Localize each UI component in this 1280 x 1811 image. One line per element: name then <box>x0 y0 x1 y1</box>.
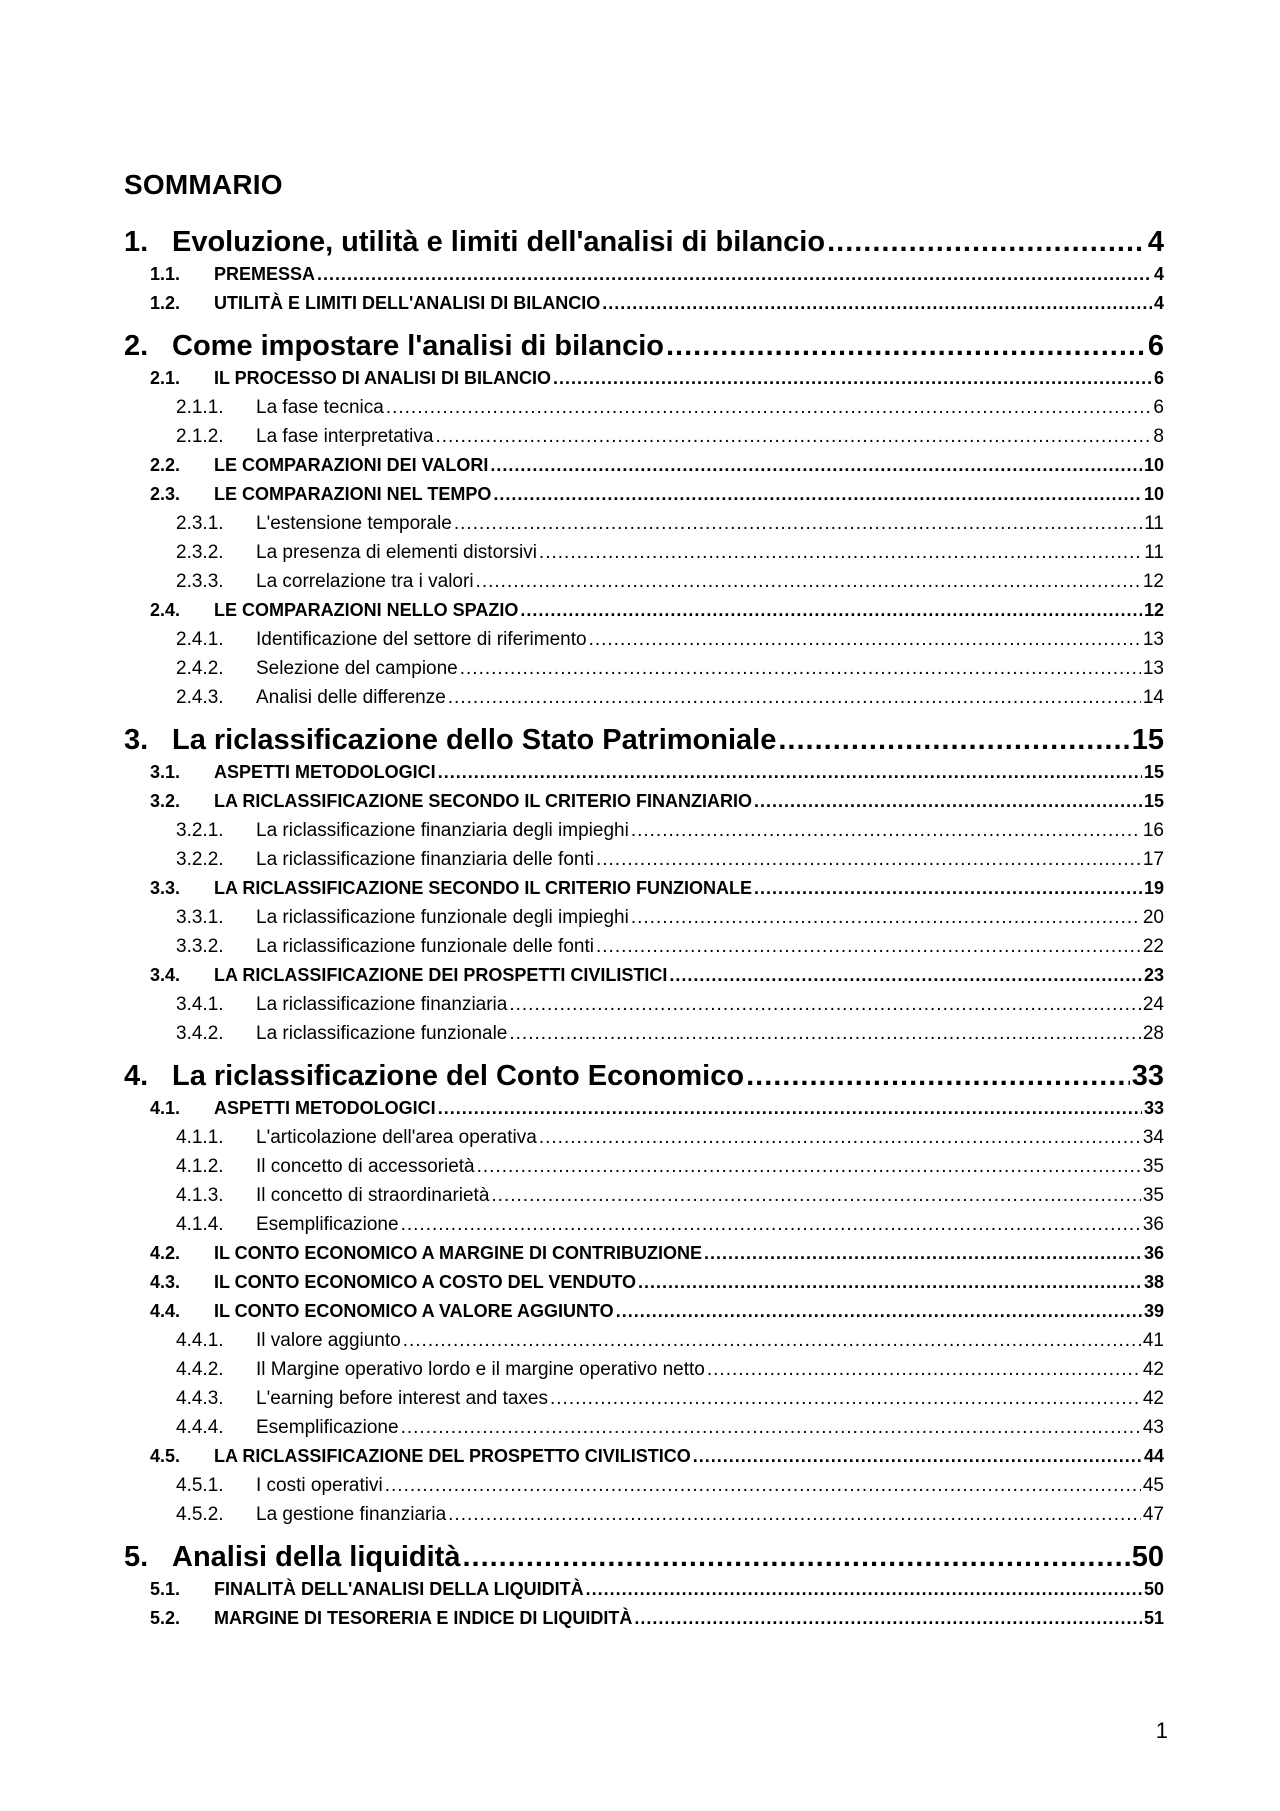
toc-entry-title: La riclassificazione funzionale degli impieghi <box>256 907 629 928</box>
toc-entry-number: 2.4.1. <box>176 629 224 650</box>
toc-entry-page: 41 <box>1142 1330 1164 1351</box>
toc-entry-title: Selezione del campione <box>256 658 458 679</box>
toc-entry-title: Evoluzione, utilità e limiti dell'analisi di bilancio <box>172 226 826 258</box>
toc-dot-leader <box>666 328 1146 364</box>
toc-entry-level-2[interactable] <box>124 596 1164 625</box>
toc-entry-level-3[interactable] <box>124 1384 1164 1413</box>
toc-dot-leader <box>509 990 1141 1019</box>
toc-entry-title: Il valore aggiunto <box>256 1330 401 1351</box>
toc-entry-number: 3.3.2. <box>176 936 224 957</box>
toc-entry-number: 2. <box>124 330 149 362</box>
toc-entry-title: LA RICLASSIFICAZIONE SECONDO IL CRITERIO FUNZIONALE <box>214 878 753 898</box>
toc-entry-title: LE COMPARAZIONI NELLO SPAZIO <box>214 600 519 620</box>
toc-entry-level-3[interactable] <box>124 1123 1164 1152</box>
toc-dot-leader <box>403 1326 1141 1355</box>
toc-entry-title: La riclassificazione finanziaria delle fonti <box>256 849 594 870</box>
toc-entry-title: LA RICLASSIFICAZIONE SECONDO IL CRITERIO FINANZIARIO <box>214 791 753 811</box>
toc-entry-level-3[interactable] <box>124 625 1164 654</box>
toc-dot-leader <box>778 722 1129 758</box>
toc-entry-page: 51 <box>1143 1608 1164 1628</box>
toc-entry-title: L'articolazione dell'area operativa <box>256 1127 537 1148</box>
toc-entry-page: 23 <box>1143 965 1164 985</box>
toc-entry-title: L'estensione temporale <box>256 513 452 534</box>
toc-entry-title: La fase interpretativa <box>256 426 434 447</box>
toc-entry-page: 10 <box>1143 455 1164 475</box>
toc-entry-page: 8 <box>1153 426 1164 447</box>
toc-entry-page: 6 <box>1147 330 1164 362</box>
toc-entry-number: 1.1. <box>150 264 181 284</box>
toc-entry-title: ASPETTI METODOLOGICI <box>214 1098 436 1118</box>
toc-dot-leader <box>476 567 1141 596</box>
toc-entry-number: 5.1. <box>150 1579 181 1599</box>
toc-entry-level-2[interactable] <box>124 289 1164 318</box>
toc-entry-level-2[interactable] <box>124 1297 1164 1326</box>
toc-dot-leader <box>616 1297 1142 1326</box>
toc-entry-number: 3.1. <box>150 762 181 782</box>
toc-entry-title: IL CONTO ECONOMICO A VALORE AGGIUNTO <box>214 1301 614 1321</box>
toc-entry-level-3[interactable] <box>124 1210 1164 1239</box>
toc-entry-level-3[interactable] <box>124 1471 1164 1500</box>
toc-entry-page: 36 <box>1143 1243 1164 1263</box>
toc-entry-page: 11 <box>1144 513 1164 534</box>
toc-entry-page: 42 <box>1142 1359 1164 1380</box>
toc-entry-title: IL PROCESSO DI ANALISI DI BILANCIO <box>214 368 552 388</box>
toc-dot-leader <box>401 1413 1141 1442</box>
toc-entry-title: Analisi della liquidità <box>172 1541 461 1573</box>
toc-dot-leader <box>448 683 1141 712</box>
toc-dot-leader <box>596 845 1141 874</box>
toc-entry-level-2[interactable] <box>124 1604 1164 1633</box>
toc-entry-level-3[interactable] <box>124 393 1164 422</box>
toc-entry-title: PREMESSA <box>214 264 316 284</box>
toc-entry-title: Il concetto di straordinarietà <box>256 1185 490 1206</box>
toc-entry-level-3[interactable] <box>124 683 1164 712</box>
toc-entry-level-2[interactable] <box>124 961 1164 990</box>
toc-entry-title: La riclassificazione finanziaria degli impieghi <box>256 820 629 841</box>
toc-entry-page: 4 <box>1153 293 1164 313</box>
toc-entry-level-3[interactable] <box>124 654 1164 683</box>
toc-entry-number: 4.5.2. <box>176 1504 224 1525</box>
toc-entry-page: 20 <box>1142 907 1164 928</box>
toc-entry-number: 2.4.2. <box>176 658 224 679</box>
toc-entry-number: 4.5.1. <box>176 1475 224 1496</box>
toc-dot-leader <box>746 1058 1130 1094</box>
toc-entry-number: 4. <box>124 1060 149 1092</box>
toc-dot-leader <box>589 625 1141 654</box>
toc-entry-title: Analisi delle differenze <box>256 687 446 708</box>
toc-entry-number: 2.1. <box>150 368 181 388</box>
toc-entry-number: 3.4.1. <box>176 994 224 1015</box>
page-title: SOMMARIO <box>124 169 283 200</box>
toc-dot-leader <box>704 1239 1142 1268</box>
toc-entry-title: La riclassificazione dello Stato Patrimoniale <box>172 724 777 756</box>
toc-entry-page: 24 <box>1142 994 1164 1015</box>
toc-entry-title: Esemplificazione <box>256 1214 399 1235</box>
page-number: 1 <box>1155 1718 1168 1743</box>
toc-entry-page: 50 <box>1143 1579 1164 1599</box>
toc-dot-leader <box>634 1604 1142 1633</box>
toc-entry-page: 11 <box>1144 542 1164 563</box>
toc-entry-level-3[interactable] <box>124 1500 1164 1529</box>
toc-entry-level-3[interactable] <box>124 1152 1164 1181</box>
toc-entry-title: La riclassificazione del Conto Economico <box>172 1060 745 1092</box>
toc-entry-page: 50 <box>1131 1541 1164 1573</box>
toc-entry-page: 17 <box>1142 849 1164 870</box>
toc-entry-title: LE COMPARAZIONI NEL TEMPO <box>214 484 492 504</box>
toc-dot-leader <box>827 224 1146 260</box>
toc-entry-page: 35 <box>1142 1185 1164 1206</box>
toc-entry-title: I costi operativi <box>256 1475 383 1496</box>
toc-entry-title: FINALITÀ DELL'ANALISI DELLA LIQUIDITÀ <box>214 1579 584 1599</box>
toc-entry-page: 6 <box>1153 368 1164 388</box>
toc-entry-page: 36 <box>1142 1214 1164 1235</box>
toc-dot-leader <box>454 509 1142 538</box>
toc-entry-page: 42 <box>1142 1388 1164 1409</box>
toc-entry-level-2[interactable] <box>124 480 1164 509</box>
toc-entry-page: 33 <box>1143 1098 1164 1118</box>
toc-entry-title: LA RICLASSIFICAZIONE DEL PROSPETTO CIVILISTICO <box>214 1446 691 1466</box>
toc-dot-leader <box>586 1575 1142 1604</box>
toc-entry-level-3[interactable] <box>124 990 1164 1019</box>
toc-entry-number: 3. <box>124 724 149 756</box>
toc-entry-title: La gestione finanziaria <box>256 1504 447 1525</box>
toc-entry-level-2[interactable] <box>124 787 1164 816</box>
toc-dot-leader <box>491 1181 1140 1210</box>
toc-entry-level-3[interactable] <box>124 1019 1164 1048</box>
toc-entry-page: 15 <box>1131 724 1164 756</box>
toc-dot-leader <box>754 874 1142 903</box>
toc-dot-leader <box>477 1152 1141 1181</box>
toc-entry-number: 4.1. <box>150 1098 181 1118</box>
toc-entry-page: 33 <box>1131 1060 1164 1092</box>
toc-entry-page: 39 <box>1143 1301 1164 1321</box>
toc-entry-level-3[interactable] <box>124 1181 1164 1210</box>
toc-entry-title: Esemplificazione <box>256 1417 399 1438</box>
toc-dot-leader <box>707 1355 1141 1384</box>
toc-dot-leader <box>385 1471 1141 1500</box>
toc-entry-page: 28 <box>1142 1023 1164 1044</box>
toc-dot-leader <box>438 1094 1142 1123</box>
toc-dot-leader <box>317 260 1152 289</box>
toc-entry-number: 4.4. <box>150 1301 181 1321</box>
toc-entry-page: 15 <box>1143 762 1164 782</box>
toc-entry-number: 4.1.3. <box>176 1185 224 1206</box>
toc-entry-number: 3.4. <box>150 965 181 985</box>
toc-entry-level-2[interactable] <box>124 758 1164 787</box>
toc-entry-number: 4.5. <box>150 1446 181 1466</box>
toc-entry-title: La riclassificazione funzionale <box>256 1023 508 1044</box>
toc-dot-leader <box>462 1539 1129 1575</box>
toc-entry-page: 4 <box>1147 226 1164 258</box>
toc-entry-title: Il Margine operativo lordo e il margine operativo netto <box>256 1359 705 1380</box>
toc-entry-page: 43 <box>1142 1417 1164 1438</box>
toc-entry-number: 2.3.1. <box>176 513 224 534</box>
toc-entry-title: L'earning before interest and taxes <box>256 1388 548 1409</box>
toc-entry-title: La fase tecnica <box>256 397 384 418</box>
toc-entry-title: La riclassificazione funzionale delle fonti <box>256 936 594 957</box>
toc-dot-leader <box>602 289 1152 318</box>
toc-entry-level-3[interactable] <box>124 903 1164 932</box>
toc-entry-level-2[interactable] <box>124 260 1164 289</box>
toc-entry-level-1[interactable] <box>124 1539 1164 1575</box>
toc-dot-leader <box>638 1268 1142 1297</box>
toc-entry-number: 4.4.3. <box>176 1388 224 1409</box>
toc-dot-leader <box>596 932 1141 961</box>
toc-entry-title: ASPETTI METODOLOGICI <box>214 762 436 782</box>
toc-entry-title: MARGINE DI TESORERIA E INDICE DI LIQUIDITÀ <box>214 1608 633 1628</box>
toc-entry-number: 5.2. <box>150 1608 181 1628</box>
toc-dot-leader <box>438 758 1142 787</box>
toc-dot-leader <box>386 393 1152 422</box>
toc-dot-leader <box>493 480 1142 509</box>
table-of-contents <box>124 224 1164 1633</box>
toc-entry-level-2[interactable] <box>124 451 1164 480</box>
toc-entry-page: 13 <box>1142 629 1164 650</box>
toc-entry-level-3[interactable] <box>124 1413 1164 1442</box>
toc-entry-number: 4.1.1. <box>176 1127 224 1148</box>
toc-entry-level-3[interactable] <box>124 1326 1164 1355</box>
toc-dot-leader <box>509 1019 1140 1048</box>
toc-entry-page: 12 <box>1143 600 1164 620</box>
toc-entry-level-1[interactable] <box>124 1058 1164 1094</box>
toc-entry-page: 15 <box>1143 791 1164 811</box>
toc-entry-number: 2.2. <box>150 455 181 475</box>
toc-dot-leader <box>520 596 1142 625</box>
toc-dot-leader <box>435 422 1151 451</box>
toc-entry-number: 4.3. <box>150 1272 181 1292</box>
toc-entry-level-2[interactable] <box>124 1575 1164 1604</box>
toc-entry-page: 44 <box>1143 1446 1164 1466</box>
toc-entry-level-2[interactable] <box>124 1239 1164 1268</box>
toc-entry-page: 4 <box>1153 264 1164 284</box>
toc-entry-number: 4.4.4. <box>176 1417 224 1438</box>
toc-entry-page: 16 <box>1142 820 1164 841</box>
toc-entry-level-3[interactable] <box>124 1355 1164 1384</box>
toc-entry-number: 5. <box>124 1541 149 1573</box>
toc-entry-level-2[interactable] <box>124 364 1164 393</box>
toc-entry-page: 13 <box>1142 658 1164 679</box>
toc-entry-number: 3.2.1. <box>176 820 224 841</box>
toc-entry-number: 4.2. <box>150 1243 181 1263</box>
toc-entry-page: 10 <box>1143 484 1164 504</box>
toc-entry-title: IL CONTO ECONOMICO A COSTO DEL VENDUTO <box>214 1272 637 1292</box>
toc-entry-title: UTILITÀ E LIMITI DELL'ANALISI DI BILANCIO <box>214 293 601 313</box>
toc-entry-number: 2.1.2. <box>176 426 224 447</box>
toc-entry-level-1[interactable] <box>124 224 1164 260</box>
toc-dot-leader <box>401 1210 1141 1239</box>
toc-entry-level-1[interactable] <box>124 722 1164 758</box>
toc-entry-level-3[interactable] <box>124 509 1164 538</box>
toc-entry-level-3[interactable] <box>124 538 1164 567</box>
toc-entry-title: La correlazione tra i valori <box>256 571 474 592</box>
toc-entry-title: Identificazione del settore di riferimento <box>256 629 587 650</box>
toc-entry-title: IL CONTO ECONOMICO A MARGINE DI CONTRIBUZIONE <box>214 1243 703 1263</box>
toc-entry-page: 22 <box>1142 936 1164 957</box>
toc-entry-title: Come impostare l'analisi di bilancio <box>172 330 664 362</box>
toc-entry-page: 38 <box>1143 1272 1164 1292</box>
toc-entry-number: 2.3. <box>150 484 181 504</box>
toc-entry-page: 34 <box>1142 1127 1164 1148</box>
toc-entry-level-2[interactable] <box>124 1094 1164 1123</box>
toc-entry-number: 4.4.2. <box>176 1359 224 1380</box>
toc-dot-leader <box>539 538 1142 567</box>
toc-entry-number: 1. <box>124 226 149 258</box>
toc-entry-number: 3.3. <box>150 878 181 898</box>
toc-dot-leader <box>460 654 1141 683</box>
toc-entry-number: 1.2. <box>150 293 181 313</box>
toc-dot-leader <box>631 816 1141 845</box>
toc-entry-level-1[interactable] <box>124 328 1164 364</box>
toc-dot-leader <box>550 1384 1141 1413</box>
toc-entry-level-3[interactable] <box>124 567 1164 596</box>
toc-entry-title: Il concetto di accessorietà <box>256 1156 475 1177</box>
toc-entry-level-2[interactable] <box>124 1442 1164 1471</box>
toc-entry-number: 2.4.3. <box>176 687 224 708</box>
toc-entry-page: 6 <box>1153 397 1164 418</box>
toc-entry-page: 19 <box>1143 878 1164 898</box>
toc-dot-leader <box>754 787 1142 816</box>
toc-dot-leader <box>553 364 1152 393</box>
toc-entry-number: 2.4. <box>150 600 181 620</box>
toc-entry-page: 47 <box>1142 1504 1164 1525</box>
toc-dot-leader <box>669 961 1142 990</box>
toc-entry-number: 3.4.2. <box>176 1023 224 1044</box>
toc-entry-number: 4.4.1. <box>176 1330 224 1351</box>
toc-dot-leader <box>490 451 1142 480</box>
toc-entry-number: 2.1.1. <box>176 397 224 418</box>
toc-entry-level-3[interactable] <box>124 422 1164 451</box>
toc-entry-level-2[interactable] <box>124 1268 1164 1297</box>
toc-entry-number: 4.1.4. <box>176 1214 224 1235</box>
toc-dot-leader <box>539 1123 1141 1152</box>
toc-entry-title: La riclassificazione finanziaria <box>256 994 508 1015</box>
toc-entry-level-2[interactable] <box>124 874 1164 903</box>
toc-entry-page: 14 <box>1142 687 1164 708</box>
toc-entry-page: 45 <box>1142 1475 1164 1496</box>
toc-entry-number: 2.3.2. <box>176 542 224 563</box>
toc-entry-title: La presenza di elementi distorsivi <box>256 542 537 563</box>
toc-entry-number: 2.3.3. <box>176 571 224 592</box>
toc-entry-page: 12 <box>1142 571 1164 592</box>
toc-entry-level-3[interactable] <box>124 932 1164 961</box>
toc-dot-leader <box>631 903 1141 932</box>
toc-entry-level-3[interactable] <box>124 845 1164 874</box>
toc-entry-number: 4.1.2. <box>176 1156 224 1177</box>
toc-entry-number: 3.3.1. <box>176 907 224 928</box>
toc-entry-level-3[interactable] <box>124 816 1164 845</box>
toc-entry-title: LE COMPARAZIONI DEI VALORI <box>214 455 489 475</box>
toc-dot-leader <box>693 1442 1142 1471</box>
toc-entry-title: LA RICLASSIFICAZIONE DEI PROSPETTI CIVILISTICI <box>214 965 668 985</box>
toc-dot-leader <box>448 1500 1141 1529</box>
toc-entry-page: 35 <box>1142 1156 1164 1177</box>
toc-entry-number: 3.2.2. <box>176 849 224 870</box>
toc-entry-number: 3.2. <box>150 791 181 811</box>
